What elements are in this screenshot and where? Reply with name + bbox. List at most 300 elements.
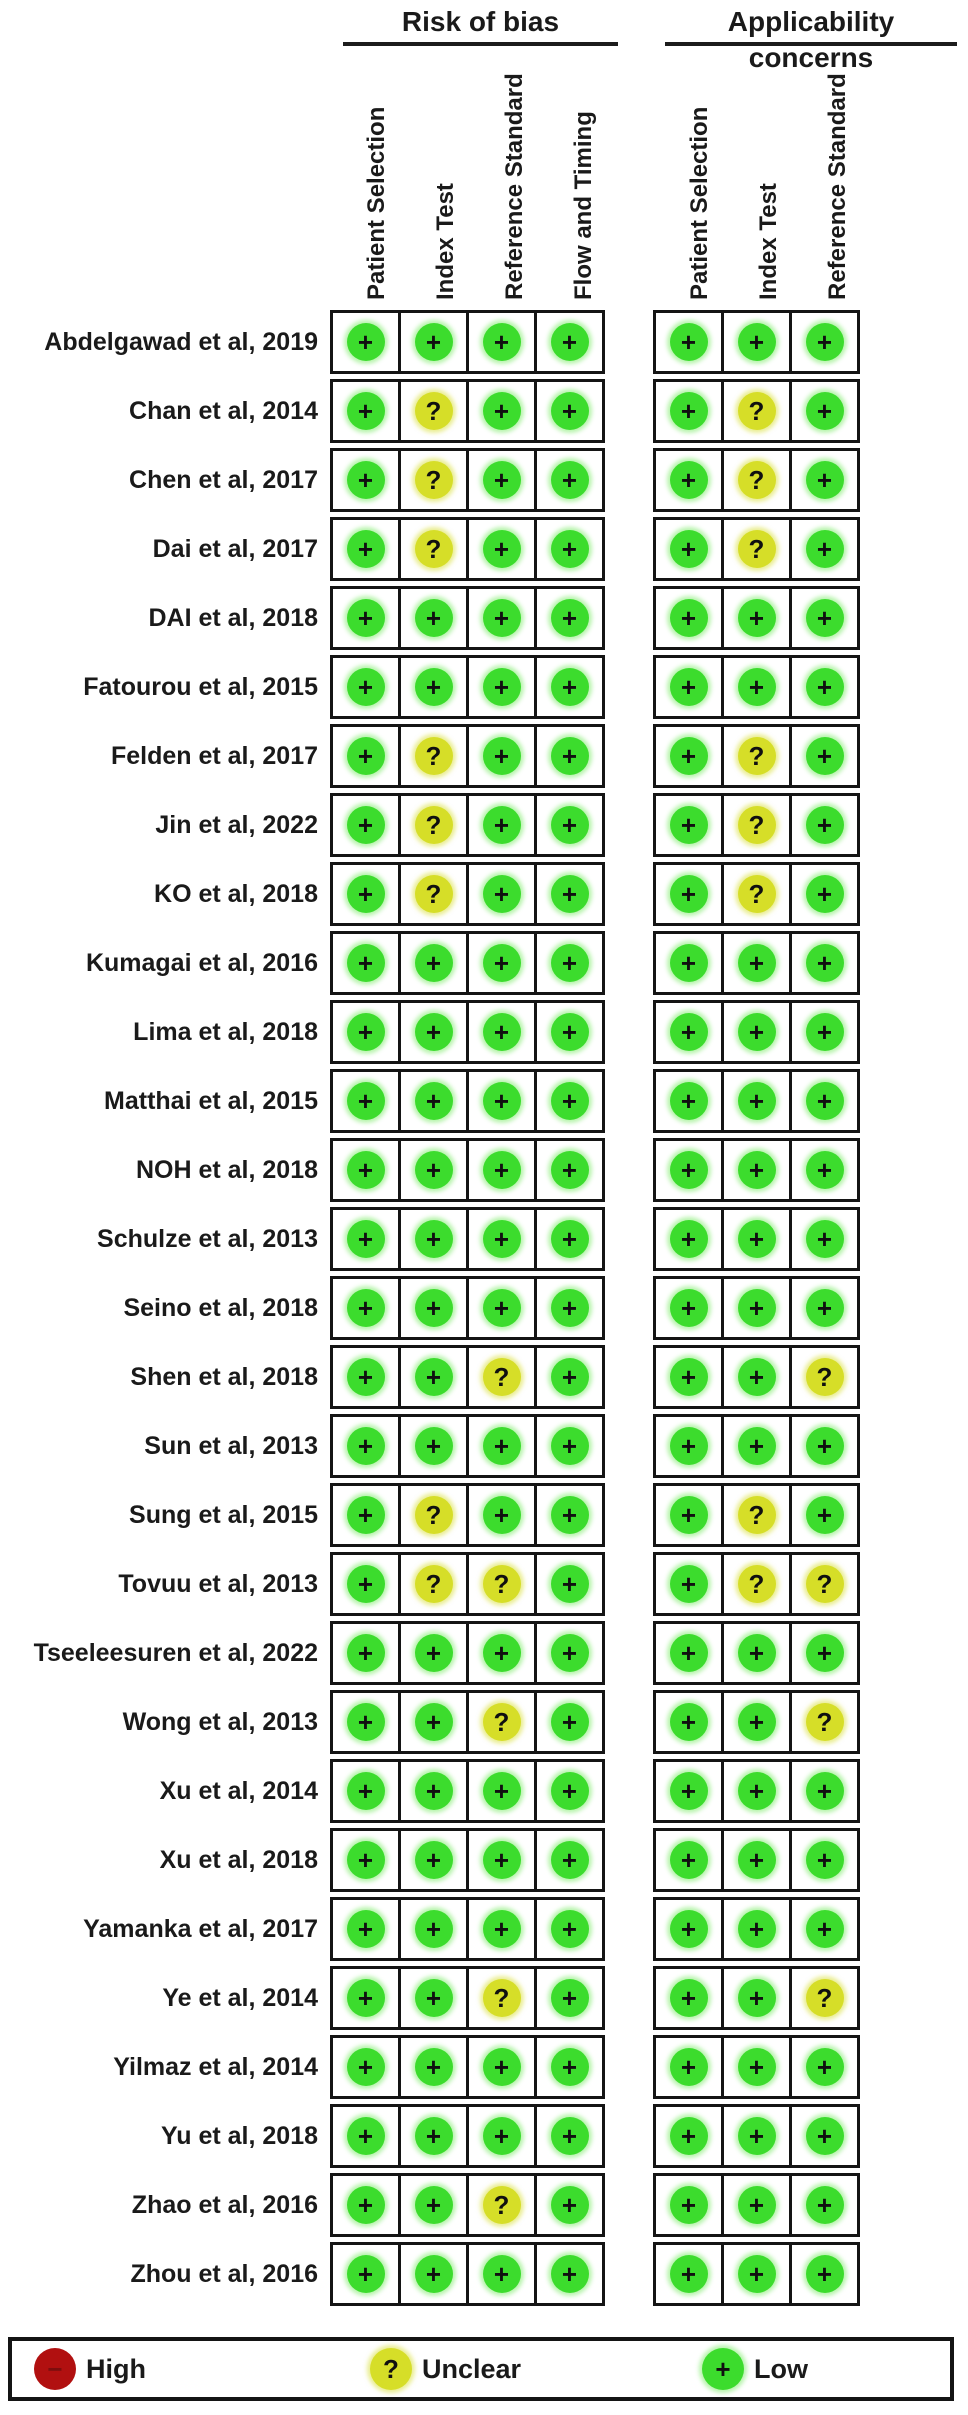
judgement-cell <box>534 310 605 374</box>
judgement-symbol: + <box>816 534 833 564</box>
judgement-cell <box>653 1207 724 1271</box>
risk-of-bias-cells <box>330 2242 605 2306</box>
low-risk-icon <box>670 668 708 706</box>
judgement-symbol: + <box>425 1431 442 1461</box>
judgement-cell <box>398 931 469 995</box>
judgement-cell <box>721 1207 792 1271</box>
low-risk-icon <box>347 2048 385 2086</box>
judgement-symbol: + <box>816 1431 833 1461</box>
judgement-symbol: + <box>357 1500 374 1530</box>
low-risk-icon <box>551 1703 589 1741</box>
judgement-symbol: + <box>561 1569 578 1599</box>
judgement-cell <box>534 931 605 995</box>
judgement-cell <box>653 1828 724 1892</box>
unclear-risk-icon <box>738 1496 776 1534</box>
judgement-cell <box>653 1897 724 1961</box>
judgement-symbol: + <box>425 603 442 633</box>
risk-of-bias-cells <box>330 862 605 926</box>
judgement-cell <box>330 448 401 512</box>
judgement-symbol: + <box>816 1224 833 1254</box>
judgement-cell <box>398 1828 469 1892</box>
low-risk-icon <box>806 1220 844 1258</box>
judgement-cell <box>534 1138 605 1202</box>
unclear-risk-icon <box>415 461 453 499</box>
applicability-cells <box>653 517 860 581</box>
judgement-symbol: + <box>357 948 374 978</box>
applicability-cells <box>653 793 860 857</box>
low-risk-icon <box>806 2048 844 2086</box>
judgement-symbol: ? <box>748 465 765 495</box>
judgement-symbol: + <box>680 1914 697 1944</box>
judgement-symbol: + <box>561 1500 578 1530</box>
judgement-symbol: + <box>561 810 578 840</box>
judgement-symbol: + <box>561 1224 578 1254</box>
low-risk-icon <box>483 530 521 568</box>
low-risk-icon <box>670 2117 708 2155</box>
judgement-symbol: + <box>680 1431 697 1461</box>
study-label: Yamanka et al, 2017 <box>83 1914 318 1943</box>
judgement-cell <box>721 1276 792 1340</box>
judgement-symbol: + <box>680 1017 697 1047</box>
table-row <box>0 1552 968 1616</box>
judgement-cell <box>466 655 537 719</box>
table-row <box>0 2242 968 2306</box>
table-row <box>0 1138 968 1202</box>
low-risk-icon <box>738 1841 776 1879</box>
judgement-symbol: + <box>680 1086 697 1116</box>
judgement-cell <box>466 379 537 443</box>
applicability-cells <box>653 1414 860 1478</box>
judgement-symbol: + <box>493 396 510 426</box>
judgement-symbol: + <box>425 1707 442 1737</box>
judgement-symbol: + <box>748 1155 765 1185</box>
unclear-risk-icon <box>806 1703 844 1741</box>
low-risk-icon <box>551 1013 589 1051</box>
unclear-risk-icon <box>483 2186 521 2224</box>
low-risk-icon <box>551 599 589 637</box>
judgement-symbol: + <box>816 2121 833 2151</box>
judgement-cell <box>789 2242 860 2306</box>
low-risk-icon <box>806 737 844 775</box>
judgement-symbol: + <box>816 810 833 840</box>
judgement-symbol: ? <box>748 1569 765 1599</box>
study-label: KO et al, 2018 <box>154 879 318 908</box>
table-row <box>0 2104 968 2168</box>
judgement-cell <box>330 1897 401 1961</box>
judgement-cell <box>398 793 469 857</box>
judgement-symbol: ? <box>748 741 765 771</box>
low-risk-icon <box>551 875 589 913</box>
judgement-symbol: + <box>357 1362 374 1392</box>
unclear-risk-icon <box>806 1565 844 1603</box>
judgement-cell <box>398 1276 469 1340</box>
judgement-symbol: + <box>680 603 697 633</box>
judgement-symbol: + <box>357 2259 374 2289</box>
study-label: Xu et al, 2014 <box>159 1776 318 1805</box>
low-risk-icon <box>415 599 453 637</box>
study-label: Kumagai et al, 2016 <box>85 948 318 977</box>
judgement-cell <box>721 2173 792 2237</box>
judgement-symbol: + <box>680 1569 697 1599</box>
judgement-symbol: + <box>561 396 578 426</box>
judgement-cell <box>398 2104 469 2168</box>
low-risk-icon <box>738 1151 776 1189</box>
applicability-cells <box>653 724 860 788</box>
judgement-symbol: + <box>816 741 833 771</box>
low-risk-icon <box>806 530 844 568</box>
judgement-symbol: + <box>561 603 578 633</box>
judgement-symbol: + <box>748 1707 765 1737</box>
low-risk-icon <box>551 1910 589 1948</box>
judgement-symbol: ? <box>748 534 765 564</box>
low-risk-icon <box>551 944 589 982</box>
low-risk-icon <box>551 1841 589 1879</box>
risk-of-bias-cells <box>330 517 605 581</box>
judgement-symbol: + <box>748 327 765 357</box>
judgement-symbol: + <box>816 948 833 978</box>
judgement-cell <box>330 2173 401 2237</box>
judgement-cell <box>330 793 401 857</box>
low-risk-icon <box>347 599 385 637</box>
table-row <box>0 1690 968 1754</box>
judgement-symbol: + <box>748 1224 765 1254</box>
low-risk-icon <box>483 2255 521 2293</box>
judgement-cell <box>721 2035 792 2099</box>
study-label: Tseeleesuren et al, 2022 <box>33 1638 318 1667</box>
judgement-cell <box>534 724 605 788</box>
judgement-symbol: + <box>357 1017 374 1047</box>
judgement-symbol: + <box>357 1224 374 1254</box>
low-risk-icon <box>551 2186 589 2224</box>
judgement-cell <box>789 862 860 926</box>
judgement-cell <box>653 2173 724 2237</box>
judgement-symbol: + <box>680 1155 697 1185</box>
applicability-cells <box>653 448 860 512</box>
judgement-symbol: + <box>816 1500 833 1530</box>
judgement-cell <box>534 1966 605 2030</box>
judgement-symbol: + <box>561 1845 578 1875</box>
judgement-cell <box>466 1207 537 1271</box>
judgement-cell <box>398 862 469 926</box>
judgement-cell <box>534 793 605 857</box>
low-risk-icon <box>670 1979 708 2017</box>
applicability-cells <box>653 379 860 443</box>
judgement-symbol: ? <box>493 1707 510 1737</box>
judgement-symbol: + <box>425 1086 442 1116</box>
low-risk-icon <box>806 875 844 913</box>
low-risk-icon <box>347 1634 385 1672</box>
judgement-symbol: + <box>561 948 578 978</box>
low-risk-icon <box>551 530 589 568</box>
judgement-cell <box>398 1414 469 1478</box>
judgement-cell <box>398 379 469 443</box>
risk-of-bias-cells <box>330 1483 605 1547</box>
judgement-symbol: + <box>493 327 510 357</box>
judgement-cell <box>398 2035 469 2099</box>
applicability-cells <box>653 862 860 926</box>
judgement-cell <box>653 862 724 926</box>
risk-of-bias-cells <box>330 310 605 374</box>
judgement-cell <box>398 310 469 374</box>
table-row <box>0 1207 968 1271</box>
applicability-cells <box>653 931 860 995</box>
judgement-cell <box>330 1207 401 1271</box>
low-risk-icon <box>670 806 708 844</box>
low-risk-icon <box>483 1013 521 1051</box>
judgement-cell <box>653 517 724 581</box>
judgement-cell <box>466 1345 537 1409</box>
judgement-symbol: + <box>357 1707 374 1737</box>
judgement-symbol: + <box>493 741 510 771</box>
table-row <box>0 724 968 788</box>
judgement-cell <box>534 1414 605 1478</box>
low-risk-icon <box>738 1703 776 1741</box>
judgement-symbol: + <box>680 810 697 840</box>
judgement-symbol: + <box>748 2190 765 2220</box>
judgement-symbol: + <box>357 810 374 840</box>
judgement-symbol: + <box>680 1362 697 1392</box>
judgement-symbol: + <box>680 1293 697 1323</box>
judgement-cell <box>330 1000 401 1064</box>
judgement-symbol: + <box>357 1845 374 1875</box>
judgement-cell <box>330 655 401 719</box>
legend-label-low: Low <box>754 2353 808 2384</box>
unclear-risk-icon <box>415 875 453 913</box>
study-label: Abdelgawad et al, 2019 <box>44 327 318 356</box>
low-risk-icon <box>415 1013 453 1051</box>
judgement-cell <box>721 1000 792 1064</box>
judgement-symbol: + <box>493 672 510 702</box>
judgement-cell <box>721 1621 792 1685</box>
low-risk-icon <box>347 1151 385 1189</box>
judgement-symbol: + <box>816 672 833 702</box>
study-label: NOH et al, 2018 <box>135 1155 318 1184</box>
judgement-symbol: + <box>748 2052 765 2082</box>
study-label: Yu et al, 2018 <box>160 2121 318 2150</box>
judgement-symbol: + <box>357 465 374 495</box>
low-risk-icon <box>806 944 844 982</box>
judgement-cell <box>534 586 605 650</box>
judgement-symbol: ? <box>816 1569 833 1599</box>
low-risk-icon <box>670 1151 708 1189</box>
judgement-cell <box>330 310 401 374</box>
high-risk-icon: − <box>34 2348 76 2390</box>
low-risk-icon <box>483 1151 521 1189</box>
low-risk-icon <box>415 1703 453 1741</box>
judgement-cell <box>789 724 860 788</box>
table-row <box>0 2035 968 2099</box>
judgement-symbol: + <box>748 603 765 633</box>
risk-of-bias-cells <box>330 2104 605 2168</box>
low-risk-icon <box>483 1220 521 1258</box>
judgement-cell <box>721 517 792 581</box>
judgement-symbol: ? <box>493 1362 510 1392</box>
applicability-cells <box>653 1690 860 1754</box>
study-label: Felden et al, 2017 <box>110 741 318 770</box>
low-risk-icon <box>670 599 708 637</box>
judgement-symbol: + <box>816 1776 833 1806</box>
judgement-cell <box>534 1828 605 1892</box>
judgement-symbol: + <box>748 1845 765 1875</box>
judgement-cell <box>789 1828 860 1892</box>
judgement-cell <box>534 1621 605 1685</box>
unclear-risk-icon: ? <box>370 2348 412 2390</box>
judgement-cell <box>398 724 469 788</box>
low-risk-icon <box>738 1013 776 1051</box>
judgement-symbol: + <box>357 1155 374 1185</box>
low-risk-icon <box>551 1427 589 1465</box>
judgement-cell <box>653 1690 724 1754</box>
low-risk-icon <box>483 2048 521 2086</box>
judgement-cell <box>789 310 860 374</box>
low-risk-icon <box>551 1289 589 1327</box>
low-risk-icon <box>806 1151 844 1189</box>
judgement-cell <box>721 862 792 926</box>
applicability-cells <box>653 1138 860 1202</box>
judgement-cell <box>789 379 860 443</box>
low-risk-icon <box>551 1358 589 1396</box>
risk-of-bias-cells <box>330 2173 605 2237</box>
unclear-risk-icon <box>738 461 776 499</box>
low-risk-icon <box>670 323 708 361</box>
risk-of-bias-cells <box>330 1552 605 1616</box>
judgement-cell <box>789 1759 860 1823</box>
low-risk-icon <box>670 2255 708 2293</box>
judgement-cell <box>398 1621 469 1685</box>
judgement-symbol: + <box>748 1431 765 1461</box>
judgement-symbol: + <box>680 672 697 702</box>
judgement-cell <box>534 1276 605 1340</box>
low-risk-icon <box>806 2186 844 2224</box>
applicability-cells <box>653 655 860 719</box>
judgement-symbol: + <box>493 1155 510 1185</box>
table-row <box>0 1000 968 1064</box>
judgement-symbol: + <box>493 1914 510 1944</box>
low-risk-icon <box>347 1910 385 1948</box>
judgement-symbol: + <box>816 327 833 357</box>
low-risk-icon <box>551 1496 589 1534</box>
judgement-symbol: + <box>425 1155 442 1185</box>
risk-of-bias-cells <box>330 1207 605 1271</box>
unclear-risk-icon <box>738 806 776 844</box>
low-risk-icon <box>483 1910 521 1948</box>
low-risk-icon <box>415 1841 453 1879</box>
low-risk-icon <box>806 806 844 844</box>
judgement-symbol: + <box>357 1914 374 1944</box>
unclear-risk-icon <box>483 1703 521 1741</box>
low-risk-icon <box>806 599 844 637</box>
table-row <box>0 1897 968 1961</box>
judgement-symbol: + <box>357 672 374 702</box>
judgement-cell <box>789 586 860 650</box>
table-row <box>0 310 968 374</box>
judgement-cell <box>398 1966 469 2030</box>
low-risk-icon <box>738 1910 776 1948</box>
low-risk-icon <box>483 875 521 913</box>
applicability-cells <box>653 2035 860 2099</box>
judgement-cell <box>534 862 605 926</box>
judgement-symbol: + <box>493 534 510 564</box>
legend-label-unclear: Unclear <box>422 2353 522 2384</box>
judgement-cell <box>330 1276 401 1340</box>
judgement-cell <box>466 1138 537 1202</box>
judgement-cell <box>721 1138 792 1202</box>
risk-of-bias-cells <box>330 2035 605 2099</box>
low-risk-icon <box>551 737 589 775</box>
applicability-cells <box>653 1000 860 1064</box>
judgement-cell <box>466 1276 537 1340</box>
table-row <box>0 2173 968 2237</box>
judgement-cell <box>534 517 605 581</box>
judgement-cell <box>466 1069 537 1133</box>
judgement-symbol: + <box>748 2259 765 2289</box>
column-header-patient-selection: Patient Selection <box>363 106 390 300</box>
applicability-cells <box>653 1483 860 1547</box>
unclear-risk-icon <box>738 1565 776 1603</box>
judgement-symbol: + <box>561 1638 578 1668</box>
low-risk-icon <box>483 1841 521 1879</box>
low-risk-icon <box>670 530 708 568</box>
judgement-cell <box>721 448 792 512</box>
low-risk-icon <box>483 323 521 361</box>
low-risk-icon <box>415 668 453 706</box>
low-risk-icon <box>483 2117 521 2155</box>
judgement-cell <box>653 586 724 650</box>
low-risk-icon <box>347 1427 385 1465</box>
judgement-symbol: + <box>748 672 765 702</box>
low-risk-icon <box>551 2255 589 2293</box>
study-label: Seino et al, 2018 <box>123 1293 318 1322</box>
judgement-symbol: ? <box>493 1569 510 1599</box>
judgement-cell <box>653 448 724 512</box>
legend <box>8 2337 954 2401</box>
judgement-cell <box>721 1828 792 1892</box>
judgement-symbol: + <box>748 1776 765 1806</box>
judgement-symbol: + <box>680 534 697 564</box>
judgement-symbol: + <box>425 2259 442 2289</box>
judgement-cell <box>721 1345 792 1409</box>
low-risk-icon <box>670 944 708 982</box>
judgement-symbol: + <box>816 2190 833 2220</box>
low-risk-icon <box>415 2186 453 2224</box>
judgement-symbol: + <box>357 2052 374 2082</box>
judgement-cell <box>534 2173 605 2237</box>
judgement-symbol: + <box>357 534 374 564</box>
judgement-cell <box>721 2104 792 2168</box>
low-risk-icon <box>670 1841 708 1879</box>
applicability-cells <box>653 1828 860 1892</box>
judgement-symbol: + <box>816 1638 833 1668</box>
judgement-symbol: + <box>680 1707 697 1737</box>
judgement-symbol: + <box>425 1845 442 1875</box>
column-header-index-test: Index Test <box>755 183 782 300</box>
unclear-risk-icon <box>738 737 776 775</box>
column-header-reference-standard: Reference Standard <box>501 73 528 300</box>
low-risk-icon <box>670 737 708 775</box>
low-risk-icon <box>806 2117 844 2155</box>
low-risk-icon: + <box>702 2348 744 2390</box>
judgement-cell <box>466 2035 537 2099</box>
judgement-cell <box>721 2242 792 2306</box>
low-risk-icon <box>347 806 385 844</box>
judgement-symbol: + <box>357 1638 374 1668</box>
low-risk-icon <box>738 2255 776 2293</box>
low-risk-icon <box>415 2255 453 2293</box>
low-risk-icon <box>551 1151 589 1189</box>
judgement-symbol: ? <box>425 1500 442 1530</box>
judgement-symbol: + <box>493 1431 510 1461</box>
study-label: Yilmaz et al, 2014 <box>113 2052 318 2081</box>
